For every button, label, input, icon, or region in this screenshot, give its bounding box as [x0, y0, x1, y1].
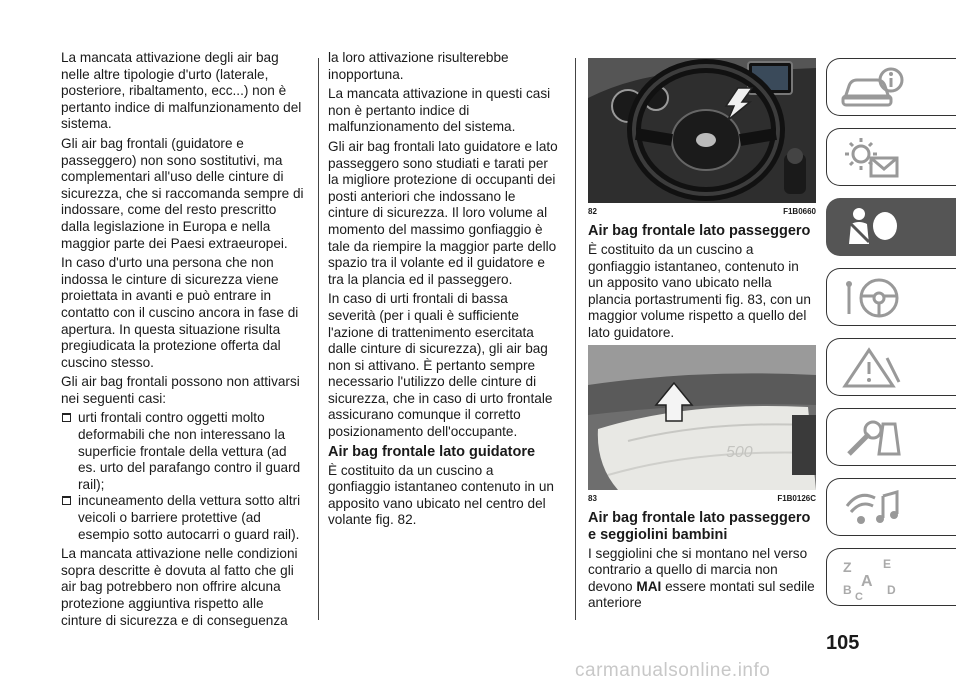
- paragraph: In caso di urti frontali di bassa severità (per i quali è sufficiente l'azione di trattenimento esercitata dalle cinture di sicurezza), gli air bag non si attivano. È pertanto sempre necessario l'utilizzo delle cinture di sicurezza, che in caso di urto frontale assicurano comunque il corretto posizionamento dell'occupante.: [328, 291, 553, 440]
- list-item-text: urti frontali contro oggetti molto deformabili che non interessano la superficie frontale della vettura (ad es. urto del parafango contro il guard rail);: [78, 410, 301, 492]
- section-heading-driver-airbag: Air bag frontale lato guidatore: [328, 443, 536, 460]
- paragraph: La mancata attivazione degli air bag nelle altre tipologie d'urto (laterale, posteriore, ribaltamento, ecc...) non è pertanto indice di malfunzionamento del sistema.: [61, 50, 302, 132]
- steering-wheel-illustration: [588, 58, 816, 203]
- dashboard-illustration: [588, 345, 816, 490]
- svg-text:D: D: [887, 583, 896, 597]
- multimedia-icon: [839, 484, 909, 532]
- svg-text:B: B: [843, 583, 852, 597]
- paragraph: [588, 546, 816, 612]
- list-item: [61, 493, 308, 543]
- figure-caption: [588, 493, 816, 504]
- square-bullet-icon: [62, 413, 71, 422]
- section-heading-passenger-airbag: Air bag frontale lato passeggero: [588, 223, 811, 239]
- alphabetical-index-icon: [839, 554, 909, 602]
- figure-caption: [588, 206, 816, 217]
- paragraph-text: essere montati sul sedile anteriore: [588, 578, 815, 611]
- paragraph: In caso d'urto una persona che non indossa le cinture di sicurezza viene proiettata in avanti e può entrare in contatto con il cuscino ancora in fase di apertura. In questa situazione risulta pregiudicata la protezione offerta dal cuscino stesso.: [61, 255, 299, 370]
- paragraph: Gli air bag frontali possono non attivarsi nei seguenti casi:: [61, 374, 300, 406]
- column-divider: [575, 58, 576, 620]
- figure-82-steering-wheel: [588, 58, 816, 203]
- figure-code: F1B0126C: [777, 493, 816, 503]
- tab-safety[interactable]: [826, 198, 956, 256]
- text-column-3: [588, 58, 816, 615]
- svg-text:E: E: [883, 557, 892, 571]
- paragraph: Gli air bag frontali lato guidatore e lato passeggero sono studiati e tarati per la migliore protezione di occupanti dei posti anteriori che indossano le cinture di sicurezza. Il loro volume al momento del massimo gonfiaggio è tale da riempire la maggior parte dello spazio tra il volante ed il guidatore e tra la plancia ed il passeggero.: [328, 138, 558, 287]
- figure-code: F1B0660: [783, 207, 816, 216]
- maintenance-wrench-icon: [839, 414, 909, 462]
- emphasis-mai: MAI: [636, 578, 662, 594]
- car-info-icon: [839, 64, 909, 112]
- paragraph-text: I seggiolini che si montano nel verso contrario a quello di marcia non devono: [588, 545, 808, 594]
- paragraph: la loro attivazione risulterebbe inopportuna.: [328, 50, 509, 82]
- tab-multimedia[interactable]: [826, 478, 956, 536]
- watermark: carmanualsonline.info: [575, 660, 771, 681]
- paragraph: La mancata attivazione nelle condizioni sopra descritte è dovuta al fatto che gli air bag potrebbero non offrire alcuna protezione aggiuntiva rispetto alle cinture di sicurezza e di conseguenza: [61, 546, 298, 628]
- svg-text:C: C: [855, 591, 863, 602]
- figure-83-passenger-dashboard: [588, 345, 816, 490]
- tab-index[interactable]: [826, 548, 956, 606]
- warning-lights-icon: [839, 134, 909, 182]
- tab-starting-driving[interactable]: [826, 268, 956, 326]
- list-item-text: incuneamento della vettura sotto altri veicoli o barriere protettive (ad esempio sotto autocarri o guard rail).: [78, 493, 301, 542]
- paragraph: È costituito da un cuscino a gonfiaggio istantaneo contenuto in un apposito vano ubicato nel centro del volante fig. 82.: [328, 462, 554, 528]
- svg-text:Z: Z: [843, 559, 852, 575]
- list-item: [61, 410, 308, 493]
- svg-text:500: 500: [726, 443, 753, 461]
- bullet-list: [61, 410, 308, 543]
- figure-number: 83: [588, 493, 597, 503]
- tab-maintenance[interactable]: [826, 408, 956, 466]
- square-bullet-icon: [62, 496, 71, 505]
- text-column-2: [328, 50, 558, 532]
- airbag-seatbelt-icon: [839, 204, 909, 252]
- page-number: 105: [826, 632, 860, 654]
- figure-number: 82: [588, 207, 597, 216]
- paragraph: Gli air bag frontali (guidatore e passeggero) non sono sostitutivi, ma complementari all'uso delle cinture di sicurezza, che si raccomanda sempre di indossare, come del resto prescritto dalla legislazione in Europa e nella maggior parte dei Paesi extraeuropei.: [61, 135, 304, 251]
- tab-warning-lights[interactable]: [826, 128, 956, 186]
- paragraph: La mancata attivazione in questi casi non è pertanto indice di malfunzionamento del sistema.: [328, 86, 551, 135]
- tab-car-info[interactable]: [826, 58, 956, 116]
- section-heading-child-seats: Air bag frontale lato passeggero e seggiolini bambini: [588, 509, 811, 543]
- svg-text:A: A: [861, 573, 873, 590]
- steering-wheel-icon: [839, 274, 909, 322]
- column-divider: [318, 58, 319, 620]
- emergency-triangle-icon: [839, 344, 909, 392]
- paragraph: È costituito da un cuscino a gonfiaggio istantaneo, contenuto in un apposito vano ubicato nella plancia portastrumenti fig. 83, con un maggior volume rispetto a quello del lato guidatore.: [588, 242, 811, 340]
- tab-emergency[interactable]: [826, 338, 956, 396]
- text-column-1: [61, 50, 308, 632]
